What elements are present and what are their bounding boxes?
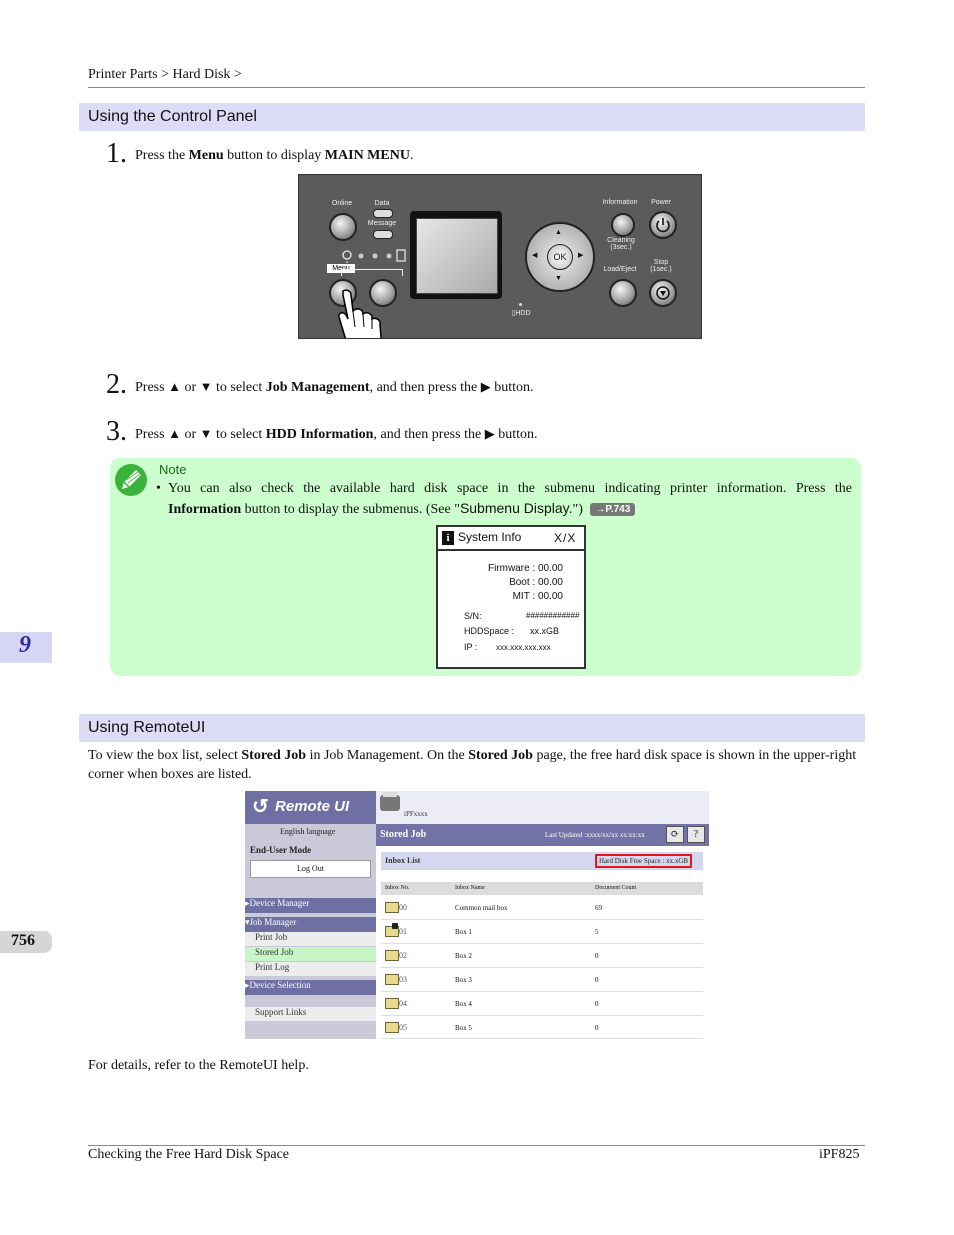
free-space-indicator: Hard Disk Free Space : xx.xGB: [595, 854, 692, 868]
step-1-text: [135, 148, 413, 164]
row-divider: [381, 919, 703, 920]
stop-icon: [651, 281, 675, 305]
document-count: 0: [595, 1024, 599, 1032]
pointing-hand-icon: [329, 287, 389, 339]
sn-label: S/N:: [464, 611, 482, 621]
system-info-header: [438, 527, 584, 551]
document-count: 0: [595, 952, 599, 960]
step-2-mid: to select: [212, 380, 266, 395]
language-link[interactable]: English language: [280, 827, 336, 836]
box-icon: [385, 974, 399, 985]
lock-icon: [392, 923, 398, 929]
support-links-label: Support Links: [255, 1007, 307, 1017]
step-1-mid: button to display: [223, 148, 325, 163]
remote-ui-logo: Remote UI: [275, 798, 350, 815]
data-label: Data: [374, 200, 390, 207]
menu-term: Menu: [188, 148, 224, 163]
device-manager-menu[interactable]: ▸Device Manager: [245, 898, 376, 913]
remoteui-text-pre: To view the box list, select: [88, 748, 242, 763]
inbox-name: Common mail box: [455, 904, 508, 912]
page-title: Stored Job: [380, 829, 427, 840]
message-label: Message: [367, 220, 397, 227]
stop-label: Stop: [653, 259, 669, 266]
cleaning-label: Cleaning: [607, 237, 635, 244]
note-line-2-end: "): [572, 502, 583, 517]
mailbox-icon: [385, 902, 399, 913]
main-menu-term: MAIN MENU: [324, 148, 410, 163]
power-icon: [651, 213, 675, 237]
message-lamp: [373, 230, 393, 239]
menu-label: Menu: [332, 265, 350, 272]
hdd-space-label: HDDSpace :: [464, 626, 515, 636]
step-2-post: , and then press the: [369, 380, 481, 395]
hdd-label: ▯HDD: [511, 310, 531, 317]
step-1-post: .: [409, 148, 414, 163]
step-3-post: , and then press the: [373, 427, 485, 442]
remoteui-paragraph: [88, 746, 858, 784]
step-3-text: [135, 426, 537, 443]
system-info-display: [436, 525, 586, 669]
remote-ui-logo-icon: ↺: [252, 796, 269, 818]
device-name: iPFxxxx: [404, 810, 428, 818]
boot-row: Boot : 00.00: [509, 577, 563, 588]
section-bar-remoteui: [79, 714, 865, 742]
system-info-title: System Info: [458, 530, 522, 544]
column-document-count: Document Count: [595, 885, 637, 891]
inbox-no-link[interactable]: 05: [399, 1023, 407, 1032]
information-label: Information: [602, 199, 638, 206]
printer-icon: [380, 795, 400, 811]
page-number: 756: [11, 932, 35, 949]
footer-title: Checking the Free Hard Disk Space: [88, 1147, 289, 1162]
remote-ui-screenshot: [245, 791, 709, 1039]
footer-rule: [88, 1145, 865, 1146]
step-3-or: or: [180, 427, 200, 442]
control-panel-illustration: [298, 174, 702, 339]
header-rule: [88, 87, 865, 88]
step-3-pre: Press: [135, 427, 169, 442]
print-job-menu[interactable]: [245, 932, 376, 946]
device-selection-label: Device Selection: [249, 980, 311, 990]
step-2-number: 2.: [106, 369, 127, 400]
left-arrow-icon: ◀: [532, 251, 538, 259]
step-2-or: or: [180, 380, 200, 395]
page-ref-badge[interactable]: →P.743: [590, 503, 635, 516]
stop-button: [649, 279, 677, 307]
hdd-space-value: xx.xGB: [530, 626, 560, 636]
sn-value: ############: [526, 611, 580, 620]
inbox-list-bar: [381, 852, 703, 870]
note-pencil-icon: [114, 463, 148, 497]
note-bullet: •: [156, 481, 161, 496]
stored-job-term: Stored Job: [241, 748, 307, 763]
refresh-button[interactable]: ⟳: [666, 826, 684, 843]
inbox-name: Box 2: [455, 952, 472, 960]
note-line-2: [168, 500, 635, 518]
information-button: [611, 213, 635, 237]
print-job-label: Print Job: [255, 932, 288, 942]
row-divider: [381, 967, 703, 968]
load-eject-label: Load/Eject: [603, 266, 637, 273]
online-button: [329, 213, 357, 241]
document-count: 0: [595, 976, 599, 984]
right-arrow-icon: ▶: [578, 251, 584, 259]
section-bar-control-panel: [79, 103, 865, 131]
inbox-name: Box 4: [455, 1000, 472, 1008]
inbox-no-link[interactable]: 02: [399, 951, 407, 960]
document-count: 5: [595, 928, 599, 936]
remote-ui-logo-bar: [245, 791, 376, 824]
submenu-display-link[interactable]: Submenu Display.: [459, 500, 573, 516]
ink-indicator-icons: [341, 249, 409, 261]
remoteui-text-mid: in Job Management. On the: [306, 748, 469, 763]
remoteui-text-post: page, the free hard disk space is shown in the upper-right corner when boxes are listed.: [88, 748, 857, 782]
down-triangle-icon: ▼: [199, 426, 213, 441]
chapter-number: 9: [19, 632, 31, 658]
document-count: 0: [595, 1000, 599, 1008]
print-log-label: Print Log: [255, 962, 290, 972]
page-number-tab: [0, 931, 52, 953]
hdd-text: HDD: [515, 310, 531, 317]
ip-value: xxx.xxx.xxx.xxx: [496, 643, 551, 652]
data-lamp: [373, 209, 393, 218]
step-2-pre: Press: [135, 380, 169, 395]
help-button[interactable]: ?: [687, 826, 705, 843]
inbox-name: Box 3: [455, 976, 472, 984]
document-count: 69: [595, 904, 602, 912]
device-manager-label: Device Manager: [249, 898, 310, 908]
inbox-no-link[interactable]: 01: [399, 927, 407, 936]
box-icon: [385, 1022, 399, 1033]
power-label: Power: [651, 199, 671, 206]
device-selection-menu[interactable]: ▸Device Selection: [245, 980, 376, 995]
step-3-number: 3.: [106, 416, 127, 447]
cleaning-sec-label: (3sec.): [610, 244, 632, 251]
step-2-text: [135, 379, 534, 396]
right-triangle-icon: ▶: [484, 426, 495, 441]
box-icon: [385, 998, 399, 1009]
hdd-lamp: [519, 303, 522, 306]
navigation-pad: [525, 222, 595, 292]
inbox-table-header: [381, 882, 703, 895]
load-eject-button: [609, 279, 637, 307]
stored-job-menu[interactable]: [245, 947, 376, 961]
mit-row: MIT : 00.00: [512, 591, 563, 602]
job-management-term: Job Management: [265, 380, 370, 395]
inbox-no-link[interactable]: 04: [399, 999, 407, 1008]
information-term: Information: [168, 502, 242, 517]
right-triangle-icon: ▶: [480, 379, 491, 394]
column-inbox-no: Inbox No.: [385, 885, 410, 891]
step-2-end: button.: [490, 380, 534, 395]
menu-bracket: [341, 269, 403, 276]
system-info-page: X/X: [554, 531, 577, 545]
stored-job-label: Stored Job: [255, 947, 294, 957]
job-manager-label: Job Manager: [249, 917, 297, 927]
support-links-menu[interactable]: [245, 1007, 376, 1021]
inbox-list-title: Inbox List: [385, 856, 421, 865]
note-line-1: You can also check the available hard disk space in the submenu indicating printer information. Press the: [168, 481, 852, 496]
inbox-name: Box 5: [455, 1024, 472, 1032]
remote-ui-title-bar: [376, 824, 709, 846]
remote-ui-device-header: [376, 791, 709, 824]
inbox-no-link[interactable]: 00: [399, 903, 407, 912]
section-title: Using the Control Panel: [88, 108, 257, 125]
inbox-no-link[interactable]: 03: [399, 975, 407, 984]
up-arrow-icon: ▲: [555, 228, 562, 236]
box-icon: [385, 950, 399, 961]
ok-button: OK: [547, 244, 573, 270]
stop-sec-label: (1sec.): [650, 266, 672, 273]
chapter-tab: [0, 632, 52, 663]
info-icon: i: [442, 531, 454, 545]
firmware-row: Firmware : 00.00: [487, 563, 563, 574]
last-updated: Last Updated :xxxx/xx/xx xx:xx:xx: [545, 831, 645, 839]
print-log-menu[interactable]: [245, 962, 376, 976]
stored-job-term: Stored Job: [468, 748, 533, 763]
hdd-information-term: HDD Information: [265, 427, 374, 442]
row-divider: [381, 1038, 703, 1039]
inbox-name: Box 1: [455, 928, 472, 936]
down-arrow-icon: ▼: [555, 274, 562, 282]
lcd-screen: [410, 211, 502, 299]
job-manager-menu[interactable]: ▾Job Manager: [245, 917, 376, 932]
row-divider: [381, 943, 703, 944]
section-title: Using RemoteUI: [88, 719, 206, 736]
note-title: Note: [159, 462, 187, 477]
footer-model: iPF825: [819, 1147, 860, 1162]
up-triangle-icon: ▲: [168, 426, 181, 441]
online-label: Online: [331, 200, 353, 207]
row-divider: [381, 991, 703, 992]
user-mode: End-User Mode: [250, 845, 312, 855]
ip-label: IP :: [464, 642, 478, 652]
row-divider: [381, 1015, 703, 1016]
note-line-2-text: button to display the submenus. (See ": [241, 502, 460, 517]
column-inbox-name: Inbox Name: [455, 885, 485, 891]
step-1-pre: Press the: [135, 148, 189, 163]
details-text: For details, refer to the RemoteUI help.: [88, 1058, 309, 1073]
step-1-number: 1.: [106, 138, 127, 169]
up-triangle-icon: ▲: [168, 379, 181, 394]
step-3-end: button.: [494, 427, 538, 442]
down-triangle-icon: ▼: [199, 379, 213, 394]
power-button: [649, 211, 677, 239]
breadcrumb: Printer Parts > Hard Disk >: [88, 67, 242, 82]
logout-button[interactable]: Log Out: [250, 860, 371, 878]
step-3-mid: to select: [212, 427, 266, 442]
